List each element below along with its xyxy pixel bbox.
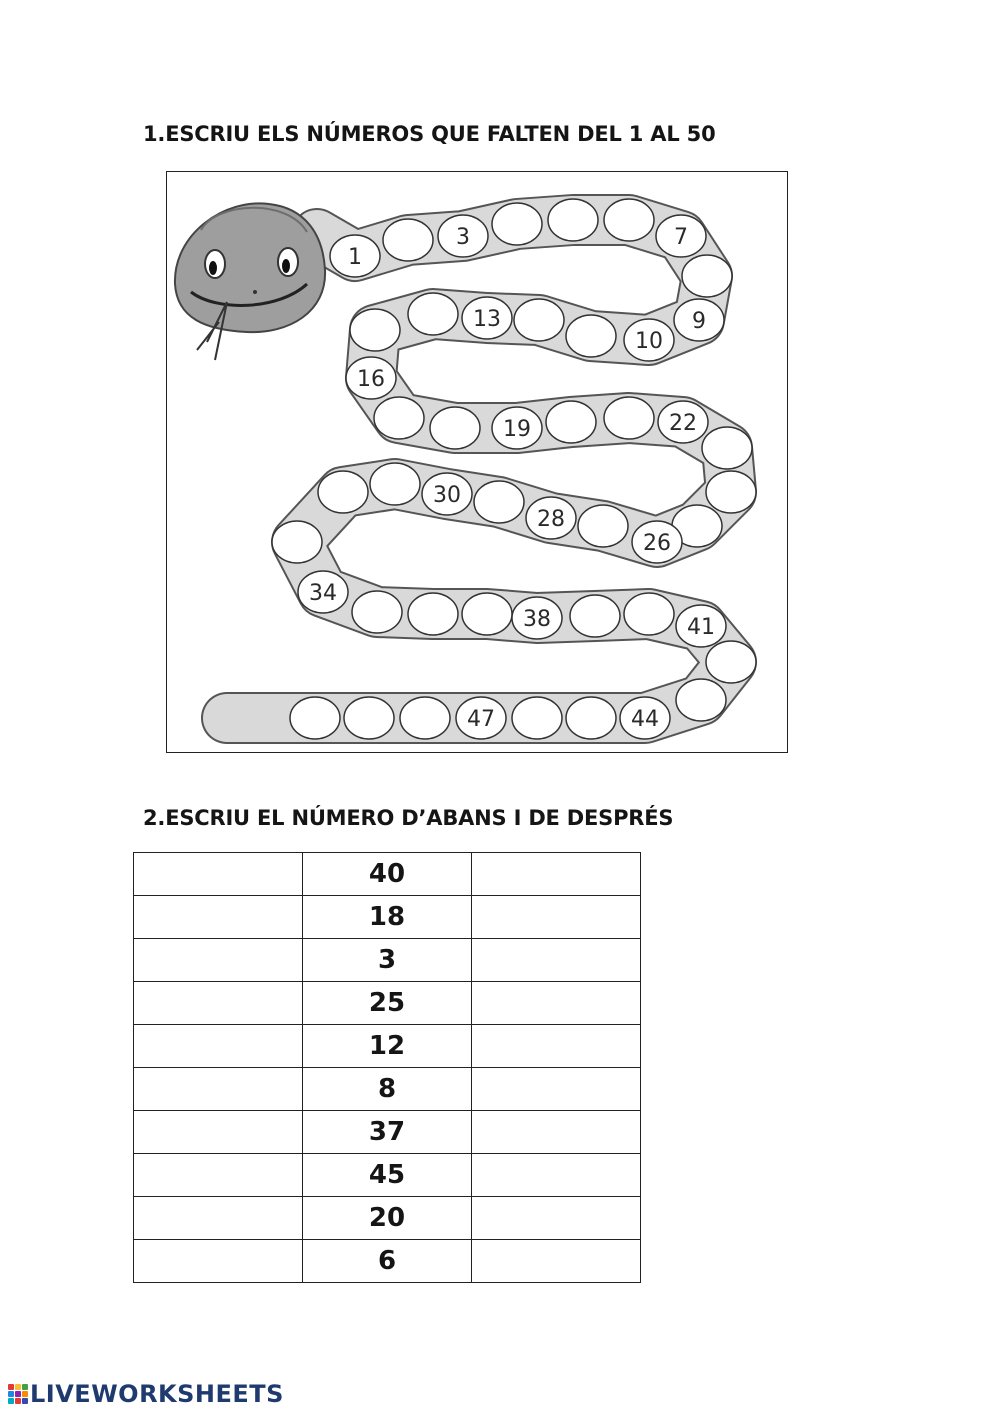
snake-circle-shape (566, 697, 616, 739)
snake-circle (526, 497, 576, 539)
snake-circle (456, 697, 506, 739)
snake-circle-number: 3 (456, 225, 470, 250)
after-cell[interactable] (472, 853, 641, 896)
snake-circle-shape (400, 697, 450, 739)
snake-circle (352, 591, 402, 633)
after-cell[interactable] (472, 896, 641, 939)
snake-circle-number: 22 (669, 411, 697, 436)
snake-circle (676, 679, 726, 721)
snake-circle-shape (352, 591, 402, 633)
snake-circle (566, 315, 616, 357)
before-cell[interactable] (134, 1197, 303, 1240)
number-cell: 25 (303, 982, 472, 1025)
snake-circle (370, 463, 420, 505)
snake-circle (422, 473, 472, 515)
snake-circle-shape (546, 401, 596, 443)
snake-circle-shape (604, 397, 654, 439)
table-row (134, 1111, 641, 1154)
snake-circle-shape (272, 521, 322, 563)
number-cell: 12 (303, 1025, 472, 1068)
snake-circle-number: 16 (357, 367, 385, 392)
snake-circle-shape (474, 481, 524, 523)
snake-circle (408, 593, 458, 635)
snake-circle-shape (430, 407, 480, 449)
after-cell[interactable] (472, 982, 641, 1025)
snake-circle-number: 26 (643, 531, 671, 556)
snake-circle-number: 10 (635, 329, 663, 354)
snake-circle (658, 401, 708, 443)
snake-circle-number: 44 (631, 707, 659, 732)
exercise-1-title: 1.ESCRIU ELS NÚMEROS QUE FALTEN DEL 1 AL 50 (143, 122, 716, 146)
before-after-table (133, 852, 641, 1283)
logo-square (8, 1391, 14, 1397)
snake-circle-number: 7 (674, 225, 688, 250)
after-cell[interactable] (472, 1111, 641, 1154)
after-cell[interactable] (472, 1240, 641, 1283)
snake-circle-shape (408, 593, 458, 635)
snake-circle-number: 30 (433, 483, 461, 508)
after-cell[interactable] (472, 939, 641, 982)
snake-circle (656, 215, 706, 257)
logo-square (15, 1384, 21, 1390)
number-cell: 18 (303, 896, 472, 939)
snake-circle (514, 299, 564, 341)
snake-circle-number: 34 (309, 581, 337, 606)
snake-circle (290, 697, 340, 739)
snake-circle (632, 521, 682, 563)
snake-circle (462, 297, 512, 339)
snake-circle (318, 471, 368, 513)
snake-circle (374, 397, 424, 439)
snake-circle-shape (706, 641, 756, 683)
snake-circle (546, 401, 596, 443)
snake-circle-shape (318, 471, 368, 513)
number-cell: 20 (303, 1197, 472, 1240)
table-row (134, 1154, 641, 1197)
table-row (134, 853, 641, 896)
snake-circle-shape (604, 199, 654, 241)
snake-circle-number: 13 (473, 307, 501, 332)
snake-circle-shape (706, 471, 756, 513)
number-cell: 3 (303, 939, 472, 982)
snake-circle-shape (566, 315, 616, 357)
snake-circle-number: 1 (348, 245, 362, 270)
snake-circle (346, 357, 396, 399)
snake-circle (620, 697, 670, 739)
snake-head (175, 203, 325, 360)
snake-circle-number: 41 (687, 615, 715, 640)
snake-circle-shape (570, 595, 620, 637)
snake-circle-shape (350, 309, 400, 351)
logo-square (15, 1391, 21, 1397)
snake-circle (430, 407, 480, 449)
before-cell[interactable] (134, 853, 303, 896)
after-cell[interactable] (472, 1025, 641, 1068)
snake-circle (400, 697, 450, 739)
snake-circle-number: 47 (467, 707, 495, 732)
snake-circle (548, 199, 598, 241)
snake-circle (462, 593, 512, 635)
snake-circle (706, 471, 756, 513)
snake-circle-shape (676, 679, 726, 721)
table-row (134, 1240, 641, 1283)
snake-circle (350, 309, 400, 351)
exercise-2-title: 2.ESCRIU EL NÚMERO D’ABANS I DE DESPRÉS (143, 806, 674, 830)
number-cell: 45 (303, 1154, 472, 1197)
snake-drawing (167, 172, 787, 752)
snake-circle (492, 203, 542, 245)
logo-square (22, 1384, 28, 1390)
snake-circle-shape (344, 697, 394, 739)
logo-square (8, 1398, 14, 1404)
footer-brand: LIVEWORKSHEETS (30, 1380, 284, 1408)
before-cell[interactable] (134, 982, 303, 1025)
before-after-table-body (134, 853, 641, 1283)
snake-circle (706, 641, 756, 683)
snake-circle (512, 697, 562, 739)
snake-circle (570, 595, 620, 637)
number-cell: 40 (303, 853, 472, 896)
before-cell[interactable] (134, 939, 303, 982)
logo-square (22, 1398, 28, 1404)
snake-circle-shape (408, 293, 458, 335)
snake-circle (408, 293, 458, 335)
table-row (134, 1197, 641, 1240)
snake-circle-number: 28 (537, 507, 565, 532)
snake-circle (474, 481, 524, 523)
snake-circle (272, 521, 322, 563)
snake-circle (566, 697, 616, 739)
table-row (134, 1025, 641, 1068)
snake-circle (344, 697, 394, 739)
snake-picture (166, 171, 788, 753)
snake-circle-number: 9 (692, 309, 706, 334)
snake-circle-shape (374, 397, 424, 439)
snake-circle (330, 235, 380, 277)
snake-circle-shape (290, 697, 340, 739)
snake-circle (578, 505, 628, 547)
snake-circle-shape (462, 593, 512, 635)
before-cell[interactable] (134, 1068, 303, 1111)
snake-circle (682, 255, 732, 297)
snake-circle (624, 593, 674, 635)
snake-circle (298, 571, 348, 613)
logo-square (22, 1391, 28, 1397)
after-cell[interactable] (472, 1197, 641, 1240)
table-row (134, 939, 641, 982)
snake-circle (604, 397, 654, 439)
snake-circle-shape (383, 219, 433, 261)
logo-square (15, 1398, 21, 1404)
before-cell[interactable] (134, 896, 303, 939)
snake-circle-shape (548, 199, 598, 241)
table-row (134, 982, 641, 1025)
snake-circle-shape (370, 463, 420, 505)
logo-square (8, 1384, 14, 1390)
before-cell[interactable] (134, 1025, 303, 1068)
snake-circle (383, 219, 433, 261)
snake-circle-number: 19 (503, 417, 531, 442)
footer (8, 1380, 284, 1408)
before-cell[interactable] (134, 1111, 303, 1154)
after-cell[interactable] (472, 1154, 641, 1197)
snake-circle-shape (512, 697, 562, 739)
snake-circle (624, 319, 674, 361)
snake-circle-shape (702, 427, 752, 469)
snake-circle (438, 215, 488, 257)
after-cell[interactable] (472, 1068, 641, 1111)
snake-circle-shape (492, 203, 542, 245)
table-row (134, 1068, 641, 1111)
before-cell[interactable] (134, 1154, 303, 1197)
table-row (134, 896, 641, 939)
number-cell: 37 (303, 1111, 472, 1154)
snake-circle-shape (578, 505, 628, 547)
snake-circle-number: 38 (523, 607, 551, 632)
before-cell[interactable] (134, 1240, 303, 1283)
liveworksheets-logo-icon (8, 1384, 28, 1404)
snake-circle-shape (682, 255, 732, 297)
snake-circle-shape (514, 299, 564, 341)
snake-circle (676, 605, 726, 647)
snake-circle (512, 597, 562, 639)
snake-circle (604, 199, 654, 241)
snake-circle (492, 407, 542, 449)
number-cell: 8 (303, 1068, 472, 1111)
snake-circle (702, 427, 752, 469)
number-cell: 6 (303, 1240, 472, 1283)
snake-circle (674, 299, 724, 341)
snake-circle-shape (624, 593, 674, 635)
